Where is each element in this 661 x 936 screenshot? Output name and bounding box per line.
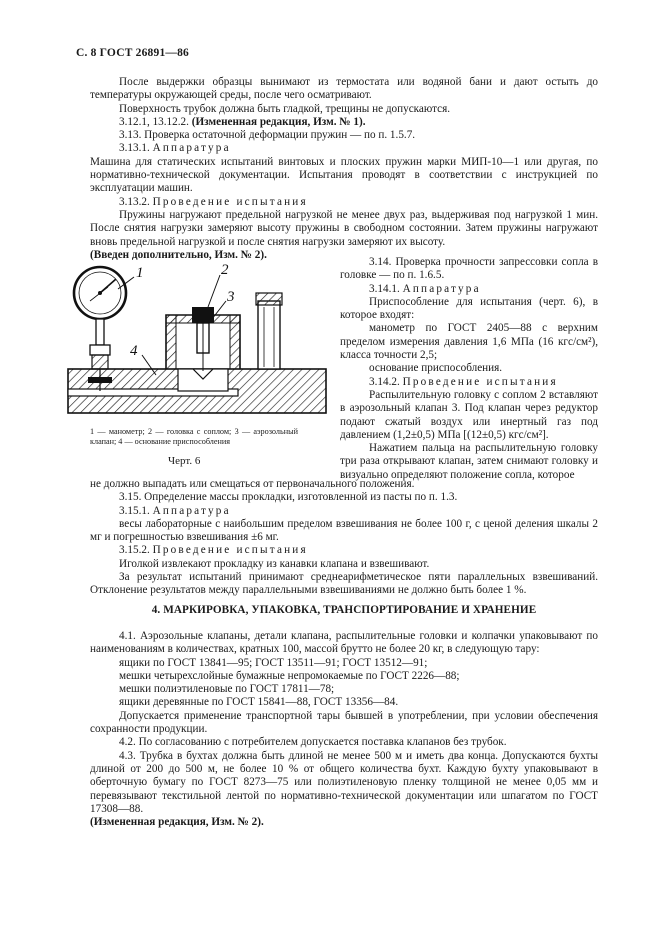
paragraph: 3.14. Проверка прочности запрессовки сопла в головке — по п. 1.6.5. xyxy=(340,256,598,282)
figure-6 xyxy=(60,263,332,425)
paragraph: Машина для статических испытаний винтовых и плоских пружин марки МИП-10—1 или другая, по нормативно-технической документации. Испытания проводят в соответствии с инструкцией по эксплуатации машин. xyxy=(90,155,598,195)
figure-caption: 1 — манометр; 2 — головка с соплом; 3 — аэрозольный клапан; 4 — основание приспособления xyxy=(90,427,298,446)
fixture-drawing xyxy=(60,263,332,425)
section-heading: 4. МАРКИРОВКА, УПАКОВКА, ТРАНСПОРТИРОВАНИЕ И ХРАНЕНИЕ xyxy=(151,604,537,616)
amendment-note: (Введен дополнительно, Изм. № 2). xyxy=(90,248,267,261)
subsection-title: 3.15.2. Проведение испытания xyxy=(119,544,308,557)
list-item: ящики по ГОСТ 13841—95; ГОСТ 13511—91; ГОСТ 13512—91; xyxy=(119,656,428,669)
subsection-title: 3.13.1. Аппаратура xyxy=(119,142,231,155)
paragraph: 3.15. Определение массы прокладки, изготовленной из пасты по п. 1.3. xyxy=(119,491,458,504)
valve-head xyxy=(192,307,214,323)
subsection-title: 3.14.1. Аппаратура xyxy=(369,282,481,295)
paragraph: 4.2. По согласованию с потребителем допускается поставка клапанов без трубок. xyxy=(119,736,507,749)
right-column xyxy=(340,256,598,482)
callout-2: 2 xyxy=(221,263,229,278)
callout-1: 1 xyxy=(136,265,144,281)
paragraph: весы лабораторные с наибольшим пределом взвешивания не более 100 г, с ценой деления шкалы 2 мг и погрешностью взвешивания ±6 мг. xyxy=(90,517,598,544)
list-item: ящики деревянные по ГОСТ 15841—88, ГОСТ 13356—84. xyxy=(119,696,399,709)
paragraph: Допускается применение транспортной тары бывшей в употреблении, при условии обеспечения сохранности продукции. xyxy=(90,709,598,736)
bottom-text-block xyxy=(90,478,598,598)
paragraph: не должно выпадать или смещаться от первоначального положения. xyxy=(90,478,415,490)
list-item: мешки четырехслойные бумажные непромокаемые по ГОСТ 2226—88; xyxy=(119,669,460,682)
paragraph: Поверхность трубок должна быть гладкой, трещины не допускаются. xyxy=(119,102,451,115)
paragraph: За результат испытаний принимают среднеарифметическое пяти параллельных взвешиваний. Отклонение результатов между параллельными взвешиваниями не должно быть более 1 %. xyxy=(90,571,598,597)
list-item: мешки полиэтиленовые по ГОСТ 17811—78; xyxy=(119,683,335,696)
callout-3: 3 xyxy=(227,289,235,305)
paragraph: 4.1. Аэрозольные клапаны, детали клапана, распылительные головки и колпачки упаковывают по наименованиям в количествах, кратных 100, массой брутто не более 20 кг, в следующую тару: xyxy=(90,630,598,656)
paragraph: После выдержки образцы вынимают из термостата или водяной бани и дают остыть до температуры окружающей среды, после чего осматривают. xyxy=(90,76,598,102)
amendment-note: (Измененная редакция, Изм. № 1). xyxy=(191,115,366,128)
figure-title: Черт. 6 xyxy=(168,455,201,467)
paragraph: манометр по ГОСТ 2405—88 с верхним пределом измерения давления 1,6 МПа (16 кгс/см²), класса точности 2,5; xyxy=(340,322,598,362)
amendment-note: (Измененная редакция, Изм. № 2). xyxy=(90,816,264,829)
paragraph: Иголкой извлекают прокладку из канавки клапана и взвешивают. xyxy=(119,557,430,570)
subsection-title: 3.15.1. Аппаратура xyxy=(119,504,231,517)
top-text-block xyxy=(90,76,598,262)
stud xyxy=(258,301,280,369)
subsection-title: 3.14.2. Проведение испытания xyxy=(369,375,558,388)
paragraph: 3.13. Проверка остаточной деформации пружин — по п. 1.5.7. xyxy=(119,129,416,142)
callout-4: 4 xyxy=(130,343,138,359)
paragraph: Нажатием пальца на распылительную головку три раза открывают клапан, затем снимают головку и визуально определяют положение сопла, которое xyxy=(340,442,598,481)
paragraph: Приспособление для испытания (черт. 6), в которое входят: xyxy=(340,295,598,322)
paragraph: Пружины нагружают предельной нагрузкой не менее двух раз, выдерживая под нагрузкой 1 мин. После снятия нагрузки замеряют высоту пружины в свободном состоянии. Затем пружины нагружают вновь предельной нагрузкой и после снятия нагрузки замеряют их высоту. xyxy=(90,208,598,248)
paragraph: основание приспособления. xyxy=(369,362,503,375)
section-4-text xyxy=(90,630,598,829)
page-header: С. 8 ГОСТ 26891—86 xyxy=(76,47,189,59)
paragraph: Распылительную головку с соплом 2 вставляют в аэрозольный клапан 3. Под клапан через редуктор подают сжатый воздух или инертный газ под давлением (1,2±0,5) МПа [(12±0,5) кгс/см²]. xyxy=(340,388,598,441)
subsection-title: 3.13.2. Проведение испытания xyxy=(119,195,308,208)
paragraph: 3.12.1, 13.12.2. (Измененная редакция, Изм. № 1). xyxy=(119,115,366,128)
paragraph: 4.3. Трубка в бухтах должна быть длиной не менее 500 м и иметь два конца. Допускаются бухты длиной от 200 до 500 м, не более 10 % от общего количества бухт. Каждую бухту упаковывают в оберточную бумагу по ГОСТ 8273—75 или полиэтиленовую пленку толщиной не менее 0,05 мм и перевязывают текстильной лентой по нормативно-технической документации или шпагатом по ГОСТ 17308—88. xyxy=(90,749,598,815)
